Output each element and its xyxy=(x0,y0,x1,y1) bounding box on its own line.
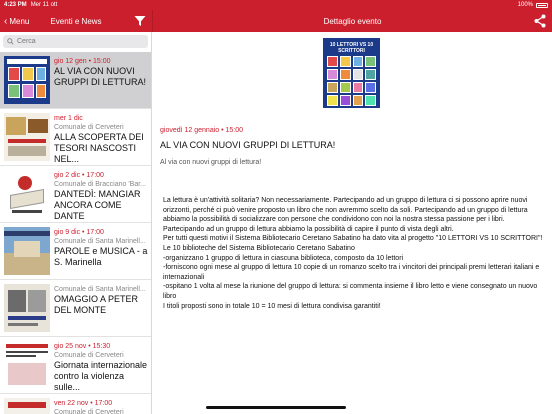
search-icon xyxy=(7,38,14,45)
event-thumbnail xyxy=(4,170,50,218)
list-item-text xyxy=(54,337,151,393)
list-item-date: ven 22 nov • 17:00 xyxy=(54,400,113,407)
list-item[interactable] xyxy=(0,223,151,280)
event-poster[interactable] xyxy=(323,38,380,118)
search-input[interactable] xyxy=(17,38,137,45)
list-item-date: gio 12 gen • 15:00 xyxy=(54,58,111,65)
back-button-label: Menu xyxy=(9,16,30,26)
list-item-title: OMAGGIO A PETER DEL MONTE xyxy=(54,294,139,315)
status-bar xyxy=(0,0,552,10)
list-item-date: gio 2 dic • 17:00 xyxy=(54,172,104,179)
list-item-text xyxy=(54,394,151,414)
description-paragraph: -ospitano 1 volta al mese la riunione del gruppo di lettura: si commenta insieme il libro letto e viene consegnato un nuovo libro xyxy=(163,283,538,300)
detail-navbar xyxy=(152,10,552,32)
list-title: Eventi e News xyxy=(50,16,102,26)
poster-title: 10 LETTORI VS 10 SCRITTORI xyxy=(329,42,374,54)
event-thumbnail xyxy=(4,398,50,414)
list-item[interactable] xyxy=(0,52,151,109)
status-date: Mer 11 ott xyxy=(30,2,58,8)
list-item[interactable] xyxy=(0,280,151,337)
list-item-text xyxy=(54,223,151,279)
event-thumbnail xyxy=(4,113,50,161)
list-item[interactable] xyxy=(0,337,151,394)
event-thumbnail xyxy=(4,284,50,332)
event-subtitle: Al via con nuovi gruppi di lettura! xyxy=(160,159,262,166)
event-detail-panel xyxy=(153,32,552,414)
detail-page-title: Dettaglio evento xyxy=(323,16,382,26)
event-description xyxy=(163,196,545,311)
list-item-text xyxy=(54,166,151,222)
list-item[interactable] xyxy=(0,109,151,166)
list-navbar xyxy=(0,10,152,32)
event-thumbnail xyxy=(4,227,50,275)
list-item-title: Giornata internazionale contro la violenza sulle... xyxy=(54,360,148,392)
description-paragraph: -organizzano 1 gruppo di lettura in ciascuna biblioteca, composto da 10 lettori xyxy=(163,254,404,262)
list-item-place: Comunale di Santa Marinell... xyxy=(54,238,146,245)
poster-footer xyxy=(323,108,380,118)
list-item-title: AL VIA CON NUOVI GRUPPI DI LETTURA! xyxy=(54,66,147,87)
list-item-place: Comunale di Cerveteri xyxy=(54,409,124,414)
description-paragraph: Per tutti questi motivi il Sistema Bibliotecario Ceretano Sabatino ha dato vita al progetto "10 LETTORI VS 10 SCRITTORI"! xyxy=(163,235,543,243)
list-item-date: mer 1 dic xyxy=(54,115,83,122)
home-indicator[interactable] xyxy=(206,406,346,409)
battery-percent: 100% xyxy=(517,2,533,8)
list-item-text xyxy=(54,109,151,165)
poster-grid xyxy=(327,56,376,106)
description-paragraph: Partecipando ad un gruppo di lettura abbiamo la possibilità di capire il punto di vista degli altri. xyxy=(163,225,454,233)
status-right xyxy=(518,2,548,8)
list-item[interactable] xyxy=(0,394,151,414)
event-thumbnail xyxy=(4,341,50,389)
list-item-text xyxy=(54,52,151,108)
description-paragraph: Le 10 biblioteche del Sistema Bibliotecario Ceretano Sabatino xyxy=(163,244,355,252)
back-button[interactable] xyxy=(0,16,29,27)
list-item-place: Comunale di Cerveteri xyxy=(54,124,124,131)
event-date: giovedì 12 gennaio • 15:00 xyxy=(160,127,244,134)
share-icon[interactable] xyxy=(534,14,546,28)
list-item-title: PAROLE e MUSICA - a S. Marinella xyxy=(54,246,148,267)
description-paragraph: -forniscono ogni mese al gruppo di lettura 10 copie di un romanzo scelto tra i vincitori dei principali premi letterari italiani e internazionali xyxy=(163,264,540,281)
chevron-left-icon: ‹ xyxy=(4,15,8,27)
event-list-panel xyxy=(0,32,152,414)
status-time: 4:23 PM xyxy=(4,2,27,8)
list-item-title: ALLA SCOPERTA DEI TESORI NASCOSTI NEL... xyxy=(54,132,144,164)
list-item-place: Comunale di Bracciano 'Bar... xyxy=(54,181,146,188)
description-paragraph: La lettura è un'attività solitaria? Non necessariamente. Partecipando ad un gruppo di lettura ci si possono aprire nuovi orizzonti, perché ci può venire proposto un libro che non avremmo scelto da soli. Partecipando ad un gruppo di lettura abbiamo la possibilità di socializzare con persone che condividono con noi la nostra stessa passione per i libri. xyxy=(163,197,528,224)
description-paragraph: I titoli proposti sono in totale 10 = 10 mesi di lettura condivisa garantiti! xyxy=(163,302,381,310)
battery-icon xyxy=(536,3,548,8)
list-item-title: DANTEDÌ: MANGIAR ANCORA COME DANTE xyxy=(54,189,141,221)
event-thumbnail xyxy=(4,56,50,104)
list-item-place: Comunale di Cerveteri xyxy=(54,352,124,359)
list-item-text xyxy=(54,280,151,336)
filter-icon[interactable] xyxy=(134,15,146,27)
list-item-date: gio 9 dic • 17:00 xyxy=(54,229,104,236)
event-title: AL VIA CON NUOVI GRUPPI DI LETTURA! xyxy=(160,140,336,150)
list-item-date: gio 25 nov • 15:30 xyxy=(54,343,111,350)
list-item-place: Comunale di Santa Marinell... xyxy=(54,286,146,293)
search-bar[interactable] xyxy=(3,35,148,48)
list-item[interactable] xyxy=(0,166,151,223)
